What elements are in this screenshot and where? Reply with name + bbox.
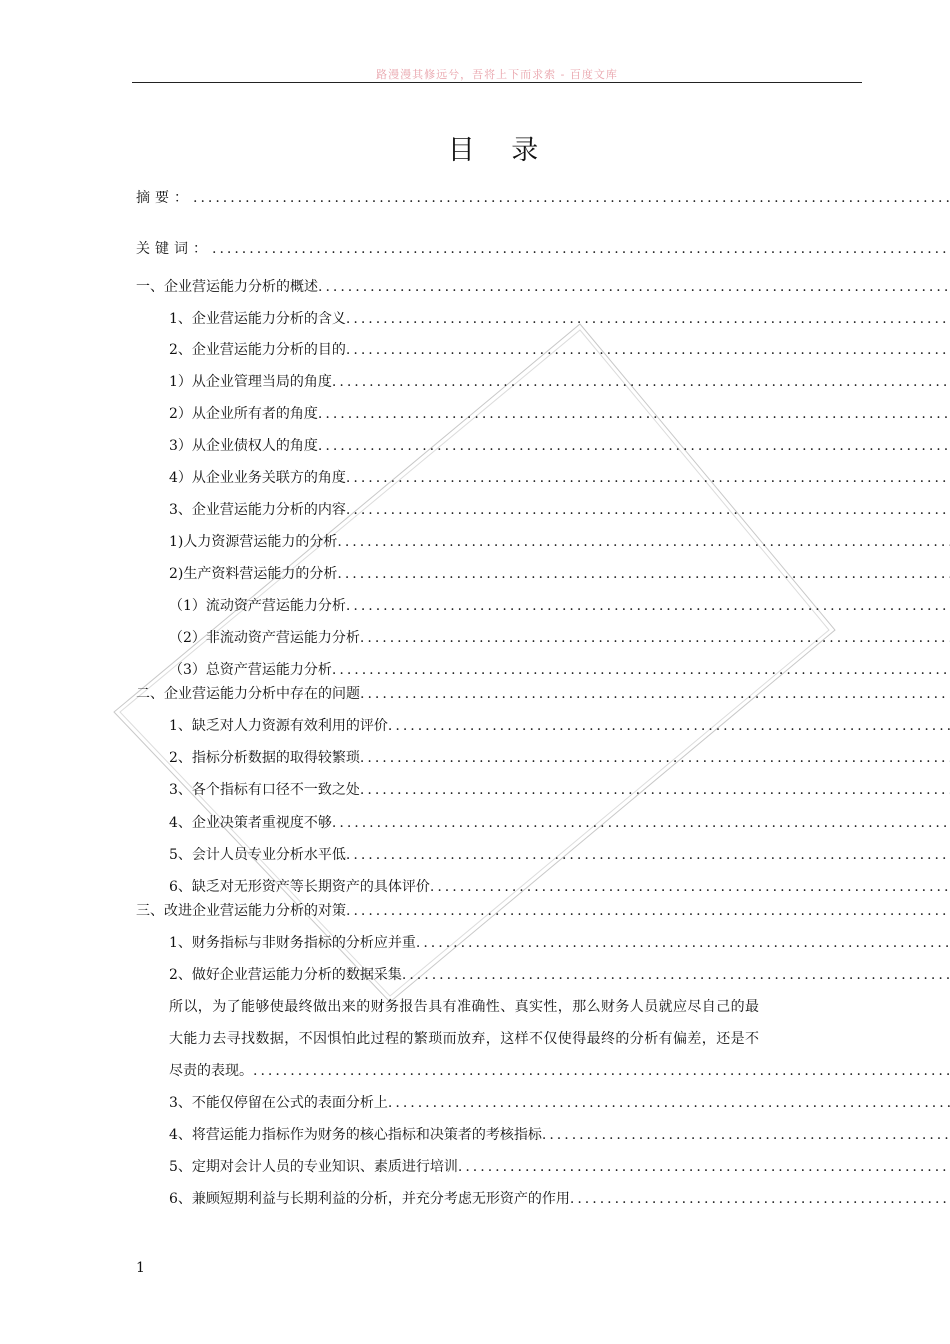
toc-entry[interactable]: 2、指标分析数据的取得较繁琐 .....	[169, 748, 950, 768]
toc-entry[interactable]: 4、企业决策者重视度不够 .....	[169, 813, 950, 833]
toc-entry[interactable]: 5、会计人员专业分析水平低 .....	[169, 845, 950, 865]
page-number: 1	[136, 1260, 145, 1276]
toc-entry[interactable]: 三、改进企业营运能力分析的对策 .....	[136, 901, 950, 921]
toc-entry[interactable]: 3、不能仅停留在公式的表面分析上 .....	[169, 1093, 950, 1113]
toc-entry[interactable]: （1）流动资产营运能力分析 .....	[169, 596, 950, 616]
toc-entry[interactable]: 尽责的表现。 .....	[169, 1061, 950, 1081]
header-rule	[132, 82, 862, 83]
toc-entry[interactable]: 1)人力资源营运能力的分析 .....	[169, 532, 950, 552]
toc-entry[interactable]: 4、将营运能力指标作为财务的核心指标和决策者的考核指标 .....	[169, 1125, 950, 1145]
toc-entry[interactable]: （2）非流动资产营运能力分析 .....	[169, 628, 950, 648]
toc-entry[interactable]: 3、各个指标有口径不一致之处 .....	[169, 780, 950, 800]
toc-entry[interactable]: 一、企业营运能力分析的概述 .....	[136, 277, 950, 297]
toc-entry[interactable]: 2、做好企业营运能力分析的数据采集 .....	[169, 965, 950, 985]
toc-entry[interactable]: 6、兼顾短期利益与长期利益的分析，并充分考虑无形资产的作用 .....	[169, 1189, 950, 1209]
toc-entry[interactable]: 4）从企业业务关联方的角度 .....	[169, 468, 950, 488]
toc-entry[interactable]: 2、企业营运能力分析的目的 .....	[169, 340, 950, 360]
toc-entry[interactable]: 3、企业营运能力分析的内容 .....	[169, 500, 950, 520]
toc-entry-abstract[interactable]: 摘要： .....	[136, 188, 950, 208]
toc-entry[interactable]: 1）从企业管理当局的角度 .....	[169, 372, 950, 392]
toc-paragraph-line: 大能力去寻找数据，不因惧怕此过程的繁琐而放弃，这样不仅使得最终的分析有偏差，还是不	[169, 1031, 760, 1047]
toc-entry[interactable]: 二、企业营运能力分析中存在的问题 .....	[136, 684, 950, 704]
toc-entry-keywords[interactable]: 关键词： .....	[136, 239, 950, 259]
toc-entry[interactable]: 6、缺乏对无形资产等长期资产的具体评价 .....	[169, 877, 950, 897]
header-watermark-text: 路漫漫其修远兮，吾将上下而求索 - 百度文库	[376, 68, 618, 81]
toc-entry[interactable]: 5、定期对会计人员的专业知识、素质进行培训 .....	[169, 1157, 950, 1177]
toc-entry[interactable]: 2)生产资料营运能力的分析 .....	[169, 564, 950, 584]
toc-entry[interactable]: 1、财务指标与非财务指标的分析应并重 .....	[169, 933, 950, 953]
toc-entry[interactable]: 1、缺乏对人力资源有效利用的评价 .....	[169, 716, 950, 736]
toc-entry[interactable]: （3）总资产营运能力分析 .....	[169, 660, 950, 680]
toc-entry[interactable]: 2）从企业所有者的角度 .....	[169, 404, 950, 424]
toc-entry[interactable]: 3）从企业债权人的角度 .....	[169, 436, 950, 456]
toc-entry[interactable]: 1、企业营运能力分析的含义 .....	[169, 309, 950, 329]
page-title: 目 录	[447, 135, 553, 166]
toc-paragraph-line: 所以，为了能够使最终做出来的财务报告具有准确性、真实性，那么财务人员就应尽自己的最	[169, 999, 760, 1015]
